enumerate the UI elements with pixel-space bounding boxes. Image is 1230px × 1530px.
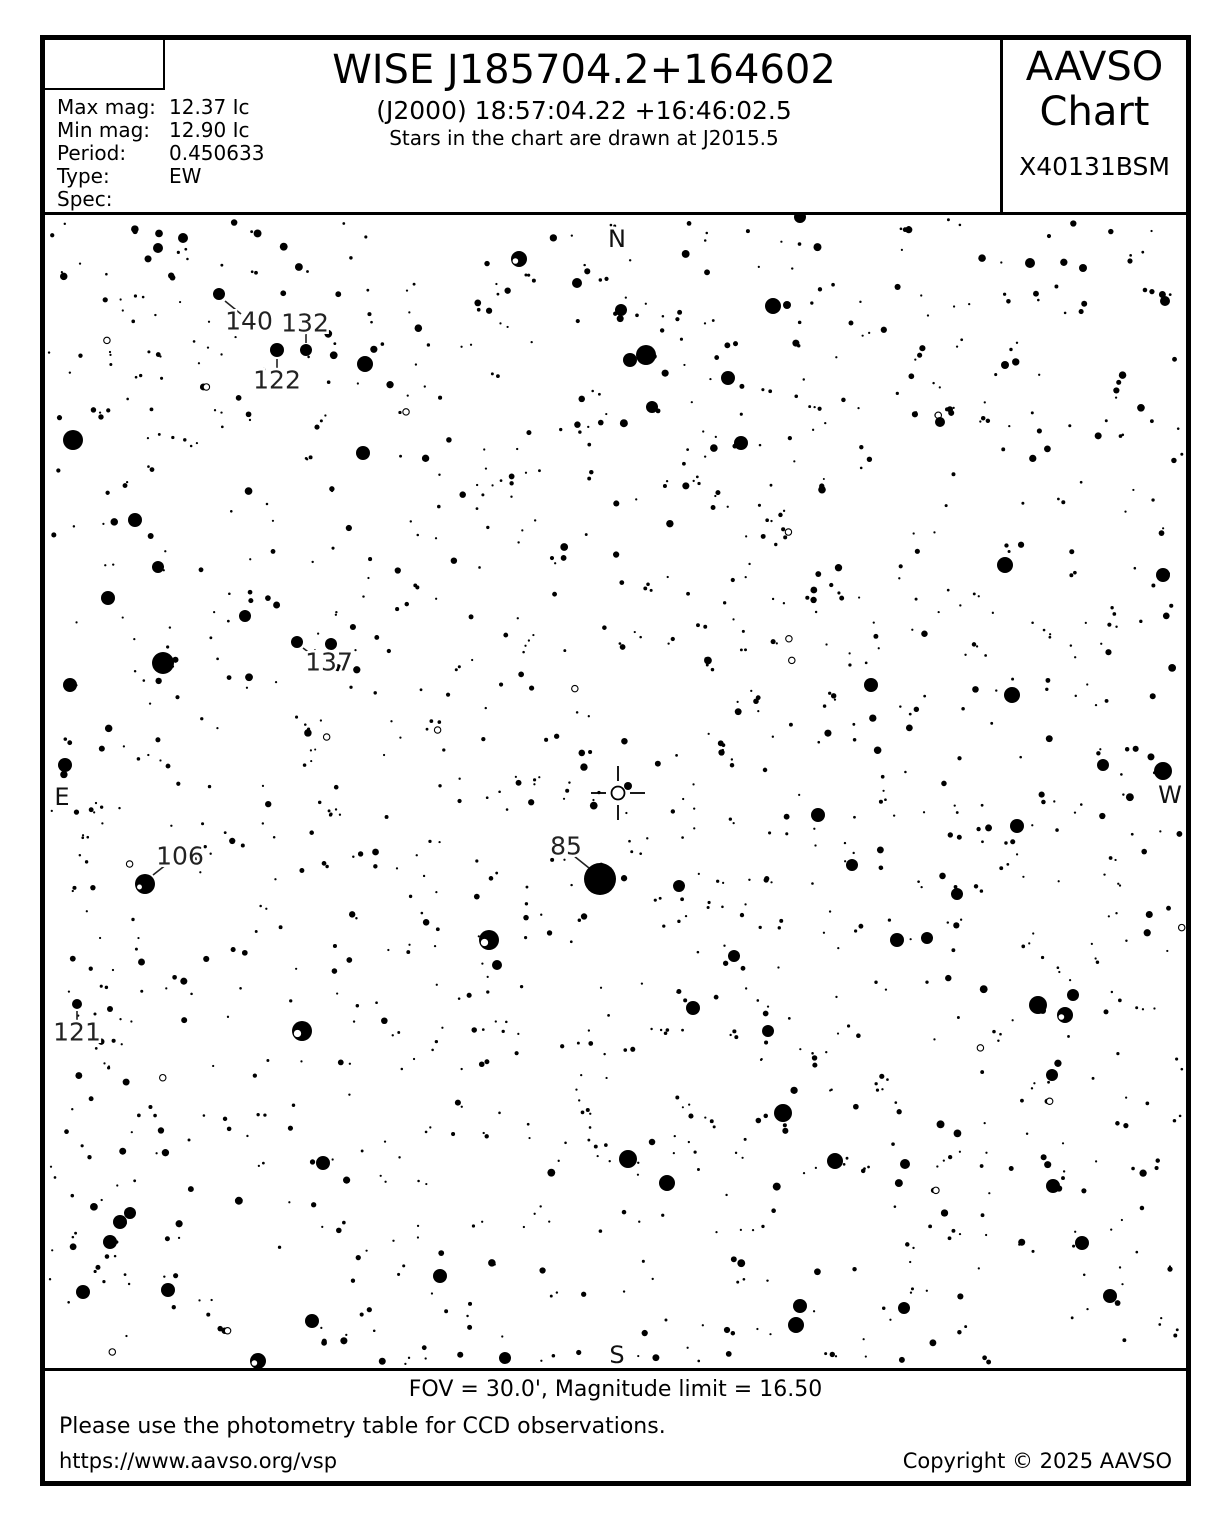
footer-bottom-row bbox=[59, 1449, 1172, 1473]
comp-star-label-85: 85 bbox=[550, 831, 582, 861]
min-mag-value: 12.90 Ic bbox=[169, 118, 250, 142]
cardinal-S: S bbox=[609, 1341, 625, 1368]
brand-panel bbox=[1000, 40, 1186, 212]
comp-star-label-140: 140 bbox=[225, 306, 273, 336]
chart-id: X40131BSM bbox=[1019, 152, 1170, 181]
cardinal-N: N bbox=[608, 225, 626, 253]
info-row-type bbox=[57, 165, 264, 188]
comp-star-label-121: 121 bbox=[53, 1017, 101, 1047]
vsp-url: https://www.aavso.org/vsp bbox=[59, 1449, 338, 1473]
type-label: Type: bbox=[57, 164, 110, 188]
title-block bbox=[165, 46, 1003, 150]
chart-frame bbox=[40, 35, 1191, 1486]
star-field bbox=[45, 215, 1186, 1368]
min-mag-label: Min mag: bbox=[57, 118, 151, 142]
cardinal-E: E bbox=[54, 783, 70, 811]
info-row-spec bbox=[57, 188, 264, 211]
fov-line: FOV = 30.0', Magnitude limit = 16.50 bbox=[408, 1377, 823, 1402]
page-title: WISE J185704.2+164602 bbox=[332, 47, 836, 93]
header bbox=[45, 40, 1186, 215]
period-label: Period: bbox=[57, 141, 127, 165]
comp-star-label-137: 137 bbox=[305, 647, 353, 677]
brand-chart: Chart bbox=[1039, 89, 1150, 135]
copyright: Copyright © 2025 AAVSO bbox=[902, 1449, 1172, 1473]
logo-box bbox=[45, 40, 165, 90]
ccd-note: Please use the photometry table for CCD observations. bbox=[59, 1414, 666, 1439]
epoch-note: Stars in the chart are drawn at J2015.5 bbox=[389, 126, 779, 150]
cardinal-W: W bbox=[1158, 781, 1182, 809]
brand-aavso: AAVSO bbox=[1025, 44, 1164, 90]
comp-star-label-122: 122 bbox=[253, 365, 301, 395]
comp-star-label-132: 132 bbox=[281, 308, 329, 338]
coordinates: (J2000) 18:57:04.22 +16:46:02.5 bbox=[376, 96, 792, 125]
max-mag-label: Max mag: bbox=[57, 95, 156, 119]
max-mag-value: 12.37 Ic bbox=[169, 95, 250, 119]
comp-star-label-106: 106 bbox=[156, 841, 204, 871]
footer bbox=[45, 1368, 1186, 1481]
spec-label: Spec: bbox=[57, 187, 113, 211]
type-value: EW bbox=[169, 164, 202, 188]
period-value: 0.450633 bbox=[169, 141, 265, 165]
